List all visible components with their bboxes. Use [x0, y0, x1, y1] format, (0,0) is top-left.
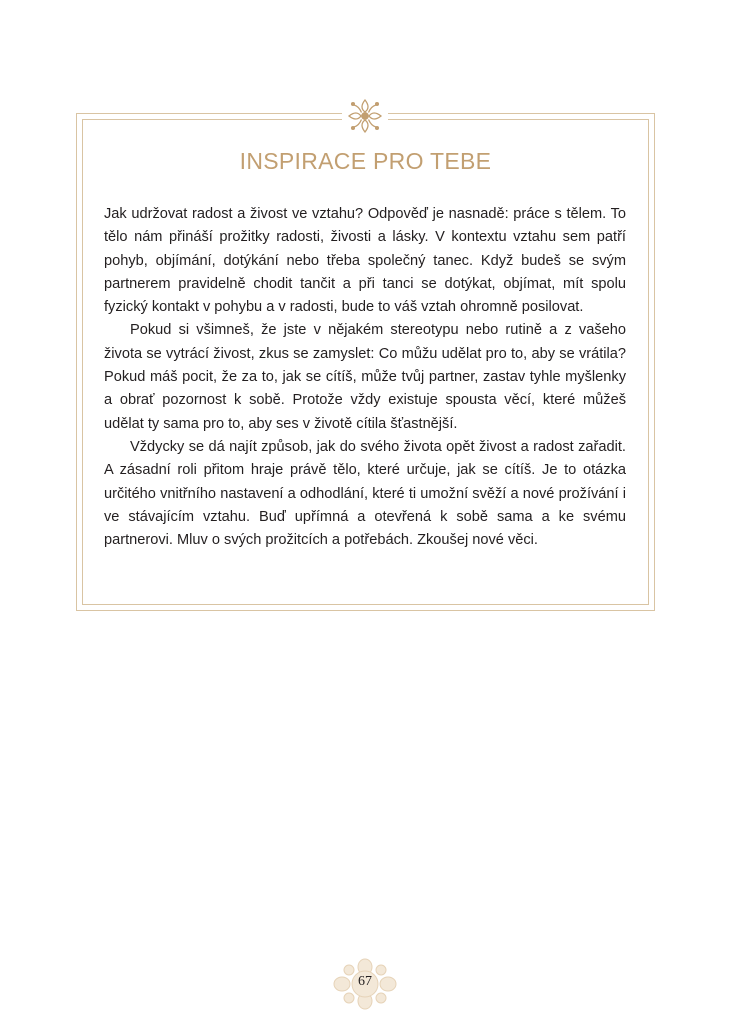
sidebar-paragraph: Vždycky se dá najít způsob, jak do svého života opět živost a radost zařadit. A zásadní roli přitom hraje právě tělo, které určuje, jak se cítíš. Je to otázka určitého vnitřního nastavení a odhodlání, které ti umožní svěží a nové prožívání i ve stávajícím vztahu. Buď upřímná a otevřená k sobě sama a ke svému partnerovi. Mluv o svých prožitcích a potřebách. Zkoušej nové věci.	[104, 438, 626, 549]
floral-ornament-icon	[342, 96, 388, 136]
sidebar-paragraph: Jak udržovat radost a živost ve vztahu? Odpověď je nasnadě: práce s tělem. To tělo nám přináší prožitky radosti, živosti a lásky. V kontextu vztahu sem patří pohyb, objímání, dotýkání nebo třeba společný tanec. Když budeš se svým partnerem pravidelně chodit tančit a při tanci se dotýkat, objímat, mít spolu fyzický kontakt v pohybu a v radosti, bude to váš vztah ohromně posilovat.	[104, 206, 626, 316]
sidebar-title: INSPIRACE PRO TEBE	[239, 148, 492, 174]
page-number: 67	[358, 974, 372, 989]
page-number-block	[333, 958, 397, 1010]
sidebar-paragraph: Pokud si všimneš, že jste v nějakém stereotypu nebo rutině a z vašeho života se vytrácí živost, zkus se zamyslet: Co můžu udělat pro to, aby se vrátila? Pokud máš pocit, že za to, jak se cítíš, může tvůj partner, zastav tyhle myšlenky a obrať pozornost k sobě. Protože vždy existuje spousta věcí, které můžeš udělat ty sama pro to, aby ses v životě cítila šťastnější.	[104, 322, 626, 432]
sidebar-body	[104, 203, 626, 552]
